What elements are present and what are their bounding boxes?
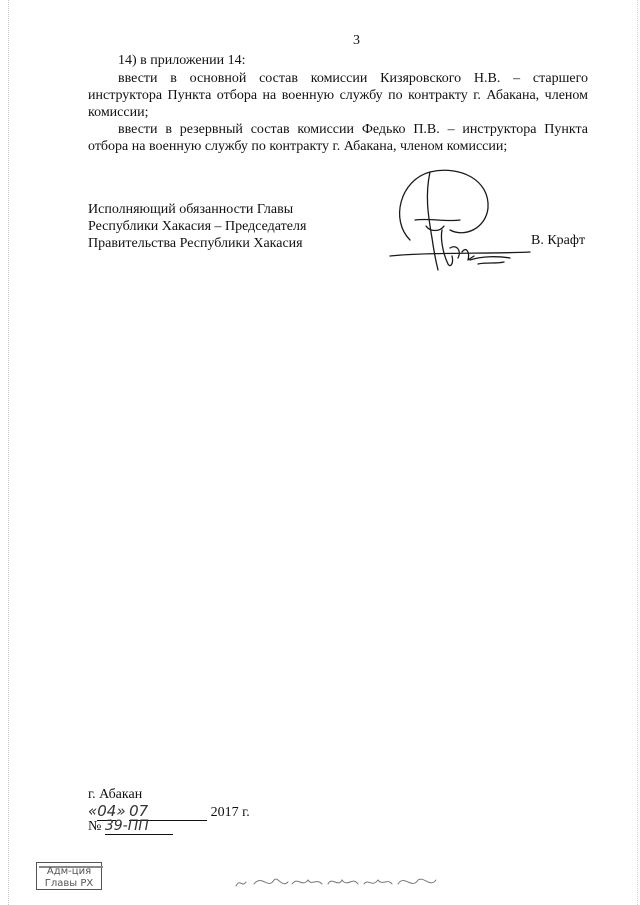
item-heading: 14) в приложении 14: [118, 53, 246, 68]
date-open-quote: « [88, 802, 98, 820]
signer-title-line: Правительства Республики Хакасия [88, 236, 303, 251]
date-day: 04 [97, 802, 117, 820]
handwritten-note [232, 866, 442, 896]
stamp-line: Адм-ция [46, 866, 92, 877]
document-number: 39-ПП [105, 818, 173, 835]
date-year: 2017 г. [210, 805, 250, 820]
page-number: 3 [353, 33, 360, 48]
scan-edge-right [637, 0, 638, 905]
registration-stamp [36, 862, 102, 890]
scan-edge-left [8, 0, 9, 905]
signer-title-line: Республики Хакасия – Председателя [88, 219, 307, 234]
date-month: 07 [129, 802, 207, 821]
paragraph-main-composition: ввести в основной состав комиссии Кизяровского Н.В. – старшего инструктора Пункта отбора на военную службу по контракту г. Абакана, членом комиссии; [88, 71, 588, 120]
signer-name: В. Крафт [531, 233, 586, 248]
date-close-quote: » [116, 802, 126, 820]
number-label: № [88, 819, 102, 834]
place-of-signing: г. Абакан [88, 787, 143, 802]
document-number-line [88, 818, 173, 835]
handwritten-signature [370, 160, 540, 285]
signer-title [88, 201, 306, 252]
stamp-line: Главы РХ [44, 878, 94, 889]
signer-title-line: Исполняющий обязанности Главы [88, 202, 294, 217]
paragraph-reserve-composition: ввести в резервный состав комиссии Федько П.В. – инструктора Пункта отбора на военную службу по контракту г. Абакана, членом комиссии; [88, 122, 588, 154]
